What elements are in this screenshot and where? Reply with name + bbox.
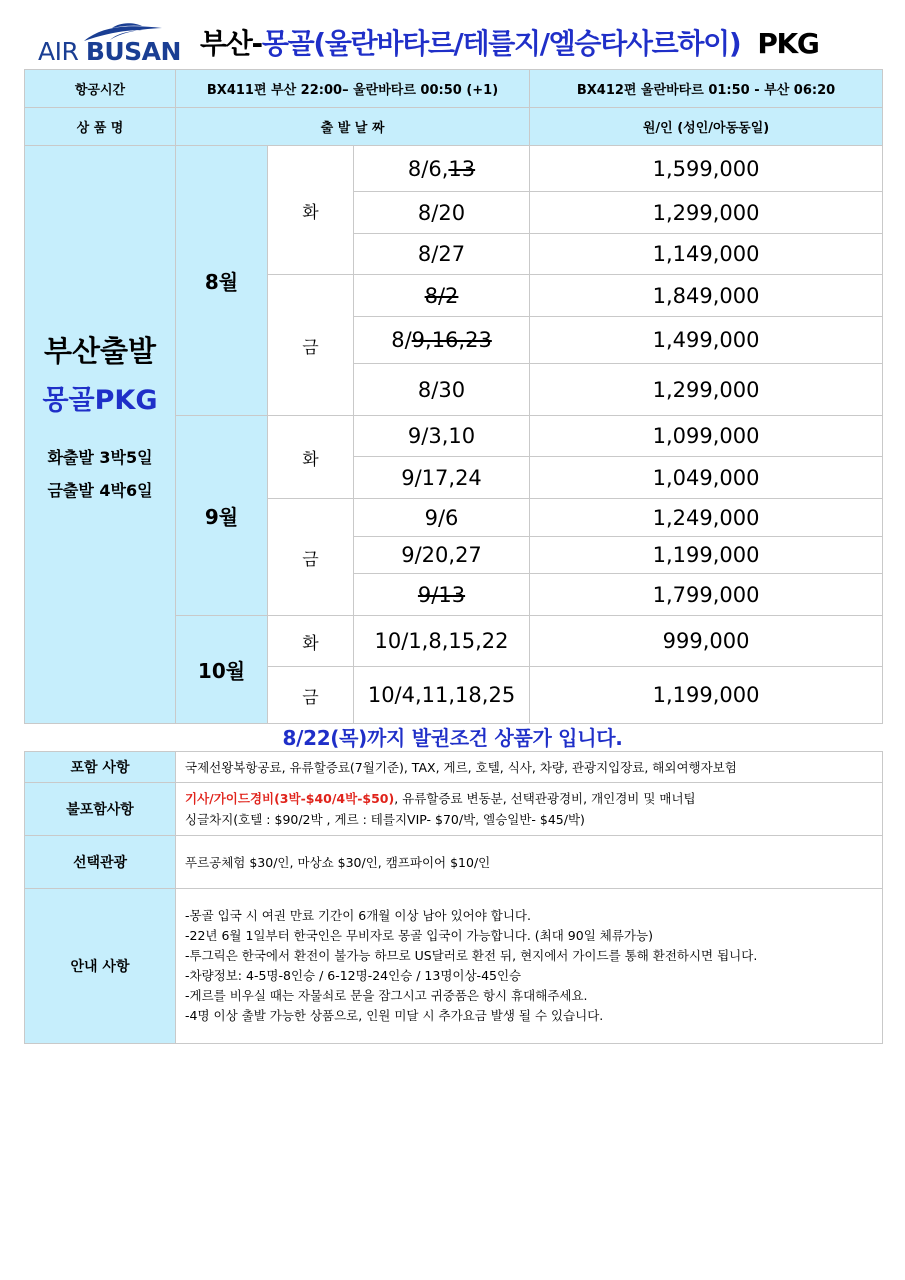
product-destination: 몽골PKG [42,384,158,416]
flight-outbound: BX411편 부산 22:00– 울란바타르 00:50 (+1) [176,70,530,108]
product-origin: 부산출발 [43,333,157,368]
date-text: 9/17,24 [401,465,482,490]
product-name-cell [25,146,176,724]
guide-line: -22년 6월 1일부터 한국인은 무비자로 몽골 입국이 가능합니다. (최대 90일 체류가능) [185,928,653,943]
closed-date-text: 9/13 [417,582,466,607]
price-cell: 1,199,000 [530,537,883,574]
product-name [25,329,175,501]
excluded-rest-text: , 유류할증료 변동분, 선택관광경비, 개인경비 및 매너팁 [394,791,696,806]
date-text: 8/6, [407,156,449,181]
schedule-table [24,69,883,724]
guide-line: -게르를 비우실 때는 자물쇠로 문을 잠그시고 귀중품은 항시 휴대해주세요. [185,988,588,1003]
guide-line: -차량정보: 4-5명-8인승 / 6-12명-24인승 / 13명이상-45인승 [185,968,522,983]
date-text: 9/20,27 [401,543,482,567]
included-row [25,752,883,783]
month-cell: 8월 [176,146,268,416]
guide-label: 안내 사항 [25,889,176,1044]
price-cell: 1,849,000 [530,275,883,317]
title-suffix: PKG [757,27,819,60]
departure-date-cell [354,317,530,364]
date-text: 9/6 [424,505,459,530]
optional-tour-label: 선택관광 [25,836,176,889]
date-text: 9/3,10 [407,424,476,448]
excluded-value [176,783,883,836]
product-fri-duration: 금출발 4박6일 [47,480,153,500]
weekday-cell: 화 [268,616,354,667]
date-text: 8/ [391,328,412,352]
date-text: 8/27 [417,242,466,266]
column-header-row [25,108,883,146]
date-text: 8/20 [417,200,466,225]
logo-wordmark: AIR BUSAN [38,37,181,66]
guide-line: -4명 이상 출발 가능한 상품으로, 인원 미달 시 추가요금 발생 될 수 있습니다. [185,1008,604,1023]
departure-date-cell [354,234,530,275]
column-price: 원/인 (성인/아동동일) [530,108,883,146]
departure-date-cell [354,667,530,724]
page-title [200,22,819,62]
weekday-cell: 화 [268,146,354,275]
info-table [24,751,883,1044]
departure-date-cell [354,416,530,457]
departure-date-cell [354,616,530,667]
departure-date-cell [354,499,530,537]
air-busan-logo [38,22,181,66]
departure-date-cell [354,364,530,416]
price-cell: 1,499,000 [530,317,883,364]
month-cell: 9월 [176,416,268,616]
closed-date-text: 8/2 [424,283,459,308]
date-text: 10/1,8,15,22 [374,629,509,653]
guide-fee-text: 기사/가이드경비(3박-$40/4박-$50) [185,791,395,806]
weekday-cell: 금 [268,667,354,724]
guide-line: -투그릭은 한국에서 환전이 불가능 하므로 US달러로 환전 뒤, 현지에서 가이드를 통해 환전하시면 됩니다. [185,948,758,963]
title-destination: 몽골(울란바타르/테를지/엘승타사르하이) [261,27,741,60]
single-charge-text: 싱글차지(호텔 : $90/2박 , 게르 : 테를지VIP- $70/박, 엘승일반- $45/박) [185,812,585,827]
date-text: 10/4,11,18,25 [367,683,516,707]
price-cell: 1,049,000 [530,457,883,499]
product-tue-duration: 화출발 3박5일 [47,447,153,467]
month-cell: 10월 [176,616,268,724]
price-cell: 1,199,000 [530,667,883,724]
departure-date-cell [354,192,530,234]
price-cell: 1,249,000 [530,499,883,537]
flight-label: 항공시간 [25,70,176,108]
departure-date-cell [354,146,530,192]
weekday-cell: 화 [268,416,354,499]
price-cell: 1,599,000 [530,146,883,192]
optional-tour-row [25,836,883,889]
excluded-label: 불포함사항 [25,783,176,836]
price-cell: 1,299,000 [530,364,883,416]
price-cell: 1,299,000 [530,192,883,234]
guide-row [25,889,883,1044]
price-cell: 1,149,000 [530,234,883,275]
guide-line: -몽골 입국 시 여권 만료 기간이 6개월 이상 남아 있어야 합니다. [185,908,531,923]
column-departure-date: 출 발 날 짜 [176,108,530,146]
included-value: 국제선왕복항공료, 유류할증료(7월기준), TAX, 게르, 호텔, 식사, 차량, 관광지입장료, 해외여행자보험 [176,752,883,783]
departure-date-cell [354,537,530,574]
closed-date-text: 13 [448,156,476,181]
guide-value [176,889,883,1044]
title-prefix: 부산- [200,27,262,60]
booking-deadline-notice: 8/22(목)까지 발권조건 상품가 입니다. [282,726,623,750]
price-cell: 1,099,000 [530,416,883,457]
flight-return: BX412편 울란바타르 01:50 - 부산 06:20 [530,70,883,108]
departure-date-cell [354,574,530,616]
schedule-row [25,146,883,192]
weekday-cell: 금 [268,499,354,616]
weekday-cell: 금 [268,275,354,416]
optional-tour-value: 푸르공체험 $30/인, 마상쇼 $30/인, 캠프파이어 $10/인 [176,836,883,889]
price-cell: 1,799,000 [530,574,883,616]
included-label: 포함 사항 [25,752,176,783]
departure-date-cell [354,275,530,317]
price-cell: 999,000 [530,616,883,667]
date-text: 8/30 [417,377,466,402]
closed-date-text: 9,16,23 [411,328,492,352]
excluded-row [25,783,883,836]
column-product: 상 품 명 [25,108,176,146]
flight-row [25,70,883,108]
departure-date-cell [354,457,530,499]
